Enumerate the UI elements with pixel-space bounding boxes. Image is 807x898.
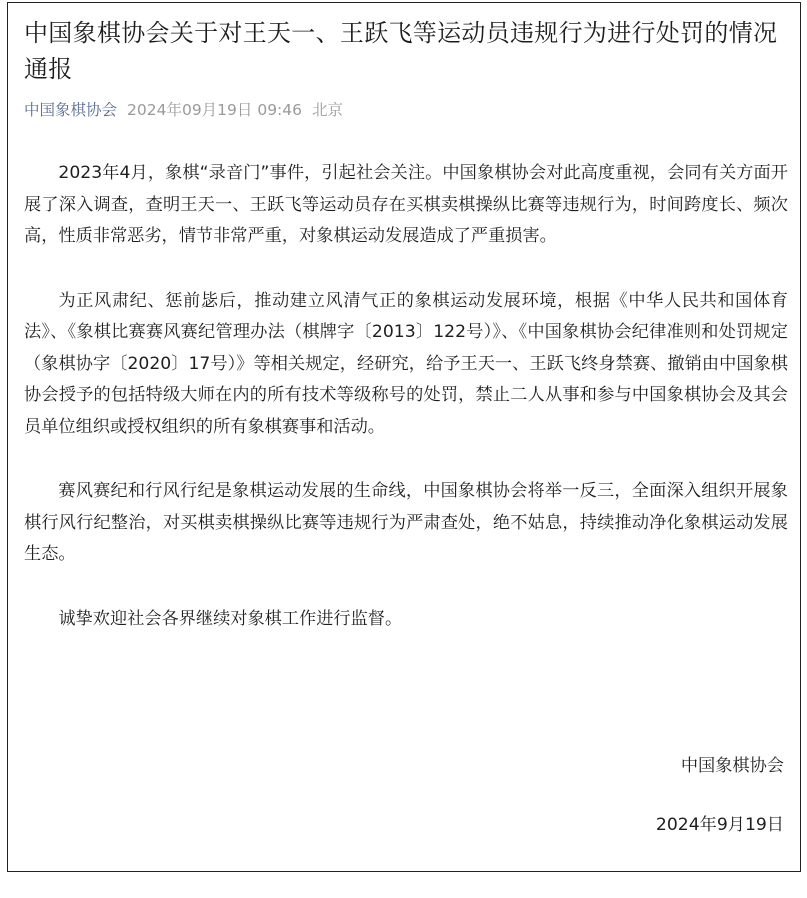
article-source-link[interactable]: 中国象棋协会 — [24, 101, 118, 119]
article-paragraph-3: 赛风赛纪和行风行纪是象棋运动发展的生命线，中国象棋协会将举一反三，全面深入组织开展象棋行风行纪整治，对买棋卖棋操纵比赛等违规行为严肃查处，绝不姑息，持续推动净化象棋运动发展生态。 — [24, 481, 788, 564]
article-meta — [24, 99, 343, 121]
signature-date: 2024年9月19日 — [655, 815, 784, 835]
article-frame — [7, 2, 801, 872]
article-location: 北京 — [312, 101, 344, 119]
article-paragraph-2: 为正风肃纪、惩前毖后，推动建立风清气正的象棋运动发展环境，根据《中华人民共和国体育法》、《象棋比赛赛风赛纪管理办法（棋牌字〔2013〕122号）》、《中国象棋协会纪律准则和处罚规定（象棋协字〔2020〕17号）》等相关规定，经研究，给予王天一、王跃飞终身禁赛、撤销由中国象棋协会授予的包括特级大师在内的所有技术等级称号的处罚，禁止二人从事和参与中国象棋协会及其会员单位组织或授权组织的所有象棋赛事和活动。 — [24, 290, 788, 437]
article-title: 中国象棋协会关于对王天一、王跃飞等运动员违规行为进行处罚的情况通报 — [24, 19, 778, 83]
article-paragraph-1: 2023年4月，象棋“录音门”事件，引起社会关注。中国象棋协会对此高度重视，会同有关方面开展了深入调查，查明王天一、王跃飞等运动员存在买棋卖棋操纵比赛等违规行为，时间跨度长、频次高，性质非常恶劣，情节非常严重，对象棋运动发展造成了严重损害。 — [24, 163, 788, 246]
article-paragraph-4: 诚挚欢迎社会各界继续对象棋工作进行监督。 — [58, 608, 403, 629]
article-datetime: 2024年09月19日 09:46 — [127, 101, 303, 119]
signature-organization: 中国象棋协会 — [680, 756, 784, 776]
article-body — [24, 158, 788, 668]
